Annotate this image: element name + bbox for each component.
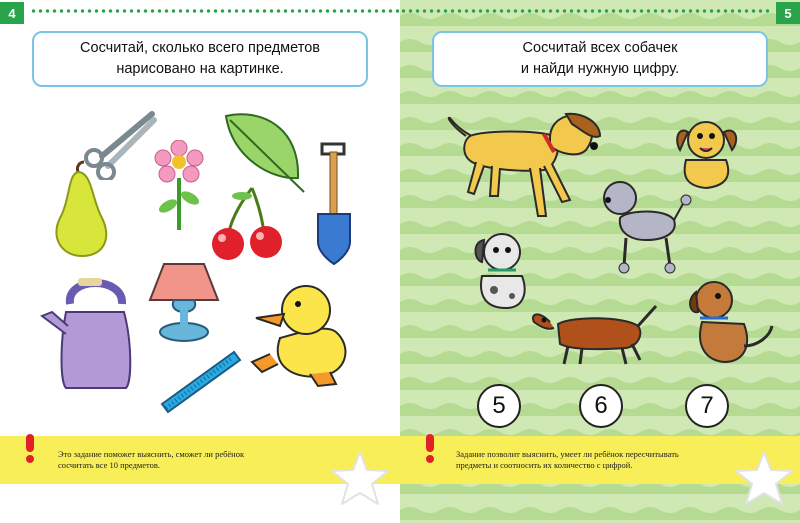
dotted-line xyxy=(30,9,400,13)
comb-icon xyxy=(156,344,242,414)
answer-option-7[interactable]: 7 xyxy=(685,384,729,428)
cherries-icon xyxy=(206,184,288,262)
star-icon xyxy=(330,450,390,506)
answer-option-5[interactable]: 5 xyxy=(477,384,521,428)
shovel-icon xyxy=(312,142,356,266)
pear-icon xyxy=(50,160,112,258)
kettle-icon xyxy=(40,272,150,394)
answer-option-6[interactable]: 6 xyxy=(579,384,623,428)
flower-icon xyxy=(150,140,208,234)
duckling-icon xyxy=(250,276,360,388)
note-text: Задание позволит выяснить, умеет ли ребёнок пересчитывать предметы и соотносить их количество с цифрой. xyxy=(456,449,679,470)
right-page xyxy=(400,0,800,523)
dotted-line xyxy=(400,9,770,13)
page-number: 4 xyxy=(0,2,24,24)
dog-brown-icon xyxy=(684,276,776,366)
star-icon xyxy=(734,450,794,506)
leaf-icon xyxy=(222,108,306,196)
page-number: 5 xyxy=(776,2,800,24)
task-text: Сосчитай, сколько всего предметов нарисовано на картинке. xyxy=(32,31,368,87)
dog-poodle-icon xyxy=(596,178,692,274)
task-text: Сосчитай всех собачек и найди нужную цифру. xyxy=(432,31,768,87)
lamp-icon xyxy=(148,258,220,346)
exclamation-icon xyxy=(18,432,42,468)
exclamation-icon xyxy=(418,432,442,468)
note-text: Это задание поможет выяснить, сможет ли ребёнок сосчитать все 10 предметов. xyxy=(58,449,245,470)
dog-yellow-icon xyxy=(446,106,610,226)
dog-dachshund-icon xyxy=(528,298,658,370)
